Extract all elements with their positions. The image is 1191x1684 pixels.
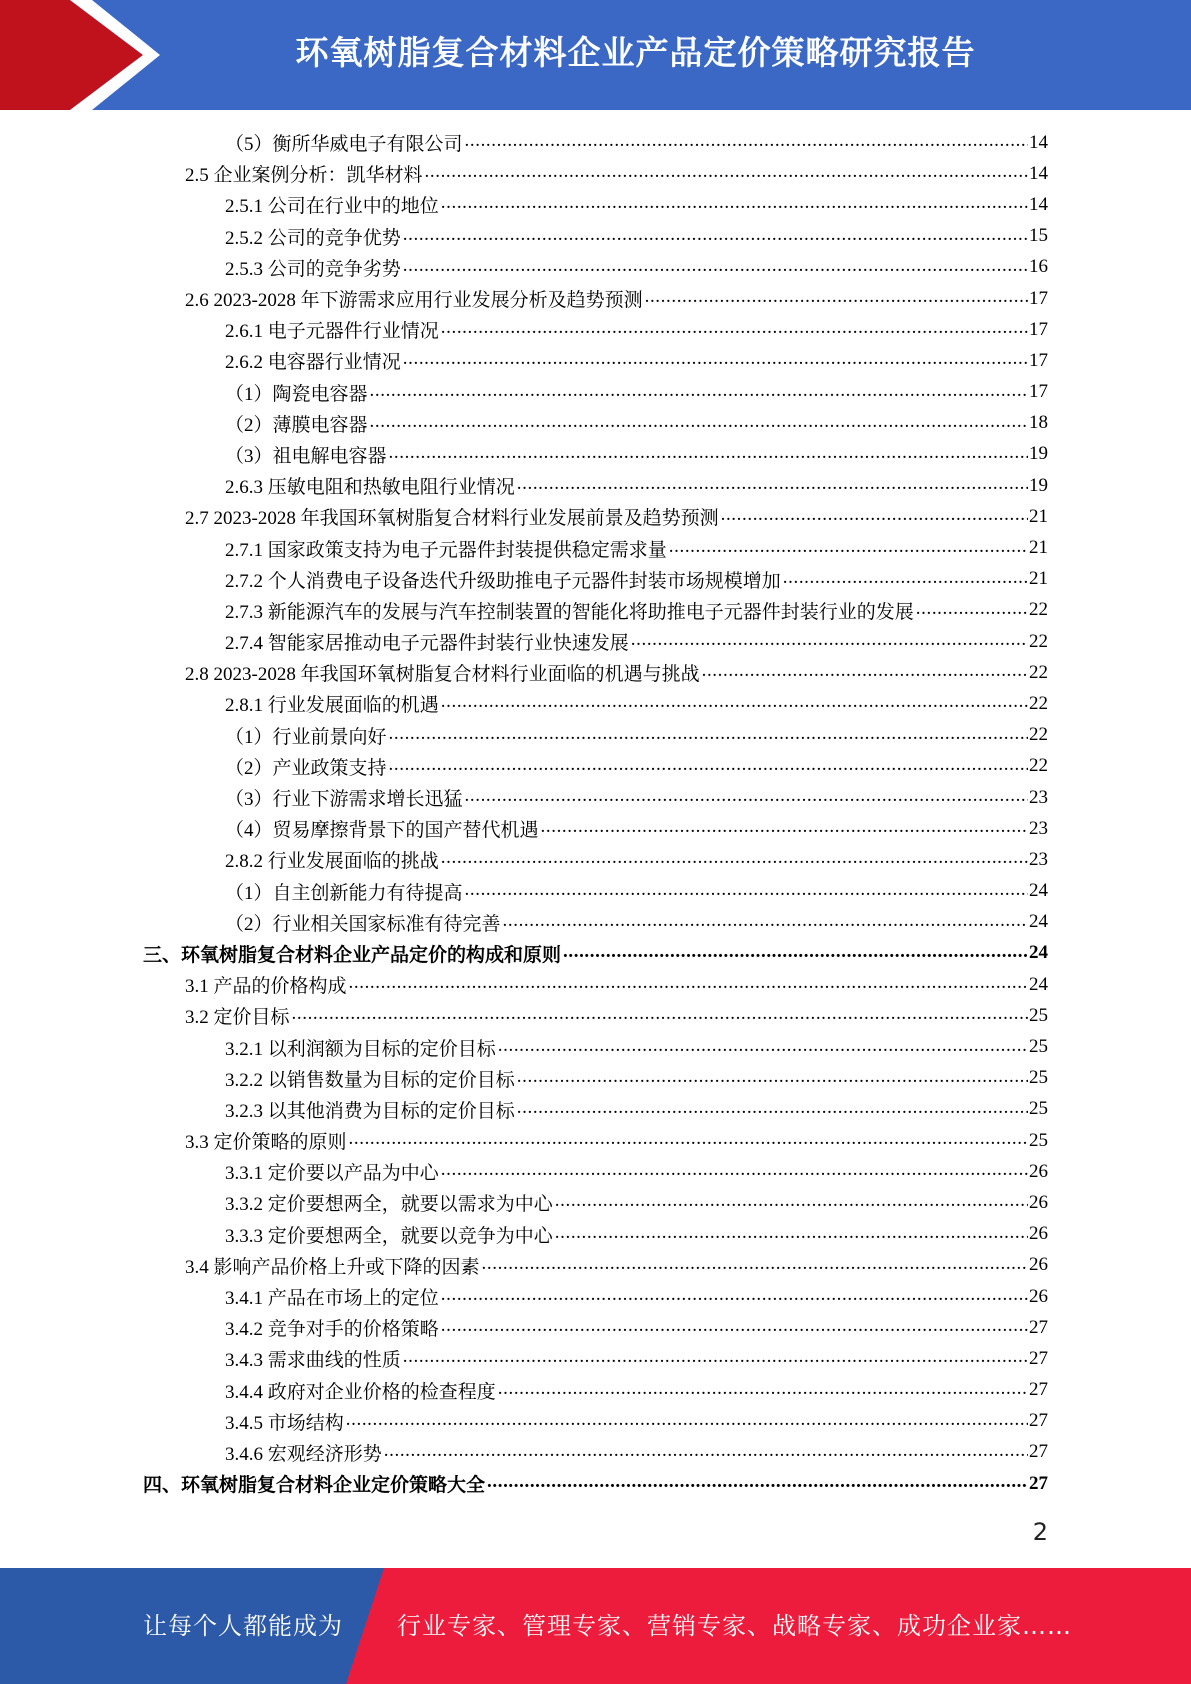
toc-entry[interactable] (0, 564, 1191, 595)
toc-entry[interactable] (0, 314, 1191, 345)
toc-entry[interactable] (0, 470, 1191, 501)
toc-dot-leader (370, 383, 1028, 402)
toc-entry-page: 21 (1029, 568, 1048, 590)
toc-dot-leader (669, 539, 1028, 558)
toc-entry[interactable] (0, 1312, 1191, 1343)
toc-entry-label: 3.3.1 定价要以产品为中心 (225, 1163, 439, 1185)
toc-entry-page: 22 (1029, 755, 1048, 777)
toc-entry[interactable] (0, 158, 1191, 189)
toc-entry-label: 3.4.6 宏观经济形势 (225, 1443, 382, 1465)
toc-entry-label: 2.6.3 压敏电阻和热敏电阻行业情况 (225, 477, 515, 499)
toc-dot-leader (517, 1100, 1028, 1119)
toc-dot-leader (465, 788, 1028, 807)
toc-dot-leader (349, 975, 1028, 994)
toc-entry[interactable] (0, 595, 1191, 626)
toc-entry[interactable] (0, 1468, 1191, 1499)
toc-entry-page: 14 (1029, 193, 1048, 215)
toc-entry-label: 3.4 影响产品价格上升或下降的因素 (185, 1256, 480, 1278)
toc-entry-page: 25 (1029, 1067, 1048, 1089)
toc-entry[interactable] (0, 876, 1191, 907)
toc-entry-page: 22 (1029, 724, 1048, 746)
toc-entry[interactable] (0, 938, 1191, 969)
toc-dot-leader (503, 913, 1028, 932)
toc-entry[interactable] (0, 969, 1191, 1000)
toc-entry-label: 2.8.1 行业发展面临的机遇 (225, 695, 439, 717)
toc-entry[interactable] (0, 1063, 1191, 1094)
toc-entry[interactable] (0, 813, 1191, 844)
toc-entry-label: 2.8 2023-2028 年我国环氧树脂复合材料行业面临的机遇与挑战 (185, 664, 700, 686)
toc-entry[interactable] (0, 1031, 1191, 1062)
toc-entry-page: 22 (1029, 661, 1048, 683)
toc-entry-label: （3）祖电解电容器 (225, 445, 387, 467)
toc-entry[interactable] (0, 377, 1191, 408)
toc-entry-page: 18 (1029, 412, 1048, 434)
toc-dot-leader (541, 819, 1028, 838)
toc-entry-label: 2.7.2 个人消费电子设备迭代升级助推电子元器件封装市场规模增加 (225, 570, 781, 592)
toc-entry-page: 21 (1029, 505, 1048, 527)
toc-dot-leader (389, 757, 1028, 776)
toc-dot-leader (465, 882, 1028, 901)
toc-entry-page: 26 (1029, 1160, 1048, 1182)
toc-dot-leader (389, 726, 1028, 745)
toc-dot-leader (441, 1287, 1028, 1306)
toc-entry-page: 26 (1029, 1223, 1048, 1245)
toc-entry[interactable] (0, 720, 1191, 751)
toc-entry-label: 2.7.1 国家政策支持为电子元器件封装提供稳定需求量 (225, 539, 667, 561)
toc-entry-label: 3.1 产品的价格构成 (185, 976, 347, 998)
document-title: 环氧树脂复合材料企业产品定价策略研究报告 (295, 33, 976, 72)
toc-dot-leader (292, 1006, 1028, 1025)
toc-entry-label: 2.6 2023-2028 年下游需求应用行业发展分析及趋势预测 (185, 290, 643, 312)
page-number: 2 (1032, 1518, 1048, 1546)
page-footer (0, 1568, 1191, 1684)
toc-entry[interactable] (0, 127, 1191, 158)
page-header (0, 0, 1191, 110)
toc-entry[interactable] (0, 782, 1191, 813)
toc-dot-leader (349, 1131, 1028, 1150)
toc-entry[interactable] (0, 1406, 1191, 1437)
toc-entry-label: （2）薄膜电容器 (225, 414, 368, 436)
toc-entry-label: 3.4.3 需求曲线的性质 (225, 1350, 401, 1372)
toc-entry-label: 3.3.3 定价要想两全，就要以竞争为中心 (225, 1225, 553, 1247)
toc-entry[interactable] (0, 751, 1191, 782)
toc-entry-label: 3.2.2 以销售数量为目标的定价目标 (225, 1069, 515, 1091)
toc-entry-page: 21 (1029, 537, 1048, 559)
toc-entry[interactable] (0, 345, 1191, 376)
toc-entry-label: （3）行业下游需求增长迅猛 (225, 789, 463, 811)
toc-entry-page: 16 (1029, 256, 1048, 278)
toc-entry-page: 25 (1029, 1129, 1048, 1151)
toc-dot-leader (563, 944, 1028, 963)
toc-entry-page: 27 (1029, 1347, 1048, 1369)
toc-dot-leader (482, 1256, 1028, 1275)
toc-entry-label: 3.2.1 以利润额为目标的定价目标 (225, 1038, 496, 1060)
toc-dot-leader (517, 1069, 1028, 1088)
toc-entry[interactable] (0, 189, 1191, 220)
toc-entry-label: （5）衡所华威电子有限公司 (225, 134, 463, 156)
toc-entry-label: （2）行业相关国家标准有待完善 (225, 913, 501, 935)
toc-entry-label: 2.5 企业案例分析：凯华材料 (185, 165, 423, 187)
toc-entry[interactable] (0, 252, 1191, 283)
toc-entry-page: 25 (1029, 1004, 1048, 1026)
toc-dot-leader (441, 195, 1028, 214)
toc-entry-label: 3.4.4 政府对企业价格的检查程度 (225, 1381, 496, 1403)
toc-entry-page: 27 (1029, 1410, 1048, 1432)
toc-entry-label: 2.8.2 行业发展面临的挑战 (225, 851, 439, 873)
toc-entry-page: 19 (1029, 474, 1048, 496)
toc-entry-label: 2.5.2 公司的竞争优势 (225, 227, 401, 249)
toc-entry[interactable] (0, 907, 1191, 938)
toc-entry-page: 27 (1029, 1441, 1048, 1463)
toc-dot-leader (403, 258, 1028, 277)
toc-entry[interactable] (0, 221, 1191, 252)
toc-dot-leader (346, 1412, 1028, 1431)
toc-entry[interactable] (0, 1437, 1191, 1468)
toc-entry-page: 26 (1029, 1254, 1048, 1276)
toc-entry-page: 19 (1029, 443, 1048, 465)
toc-entry-page: 26 (1029, 1191, 1048, 1213)
toc-dot-leader (389, 445, 1028, 464)
toc-entry[interactable] (0, 408, 1191, 439)
toc-entry-page: 24 (1029, 973, 1048, 995)
toc-entry[interactable] (0, 1187, 1191, 1218)
toc-entry-page: 17 (1029, 287, 1048, 309)
toc-dot-leader (517, 476, 1028, 495)
toc-entry-page: 17 (1029, 381, 1048, 403)
toc-entry[interactable] (0, 1125, 1191, 1156)
toc-dot-leader (783, 570, 1028, 589)
toc-entry-label: 2.6.1 电子元器件行业情况 (225, 321, 439, 343)
toc-entry-page: 25 (1029, 1098, 1048, 1120)
footer-slogan-right: 行业专家、管理专家、营销专家、战略专家、成功企业家…… (397, 1612, 1072, 1640)
toc-dot-leader (555, 1225, 1028, 1244)
toc-entry[interactable] (0, 1156, 1191, 1187)
toc-entry-label: 2.5.1 公司在行业中的地位 (225, 196, 439, 218)
toc-dot-leader (403, 227, 1028, 246)
toc-entry-label: （2）产业政策支持 (225, 757, 387, 779)
table-of-contents (0, 127, 1191, 1499)
footer-slogan-left: 让每个人都能成为 (143, 1612, 343, 1640)
toc-entry-label: （1）行业前景向好 (225, 726, 387, 748)
toc-entry-page: 17 (1029, 318, 1048, 340)
toc-entry-page: 22 (1029, 599, 1048, 621)
toc-entry[interactable] (0, 1250, 1191, 1281)
toc-dot-leader (441, 694, 1028, 713)
toc-dot-leader (916, 601, 1028, 620)
toc-entry-page: 24 (1029, 942, 1048, 964)
toc-entry[interactable] (0, 1219, 1191, 1250)
toc-entry-page: 25 (1029, 1036, 1048, 1058)
toc-dot-leader (555, 1193, 1028, 1212)
toc-entry-page: 22 (1029, 630, 1048, 652)
toc-entry[interactable] (0, 657, 1191, 688)
toc-dot-leader (645, 289, 1028, 308)
toc-dot-leader (384, 1443, 1028, 1462)
toc-entry[interactable] (0, 1094, 1191, 1125)
toc-dot-leader (702, 663, 1028, 682)
toc-dot-leader (721, 507, 1028, 526)
toc-entry[interactable] (0, 439, 1191, 470)
toc-entry[interactable] (0, 1343, 1191, 1374)
toc-dot-leader (487, 1474, 1028, 1493)
toc-dot-leader (441, 850, 1028, 869)
toc-entry-label: 3.3.2 定价要想两全，就要以需求为中心 (225, 1194, 553, 1216)
toc-entry[interactable] (0, 626, 1191, 657)
toc-entry[interactable] (0, 501, 1191, 532)
toc-entry-page: 15 (1029, 225, 1048, 247)
toc-dot-leader (498, 1038, 1028, 1057)
toc-entry[interactable] (0, 844, 1191, 875)
toc-entry-label: 2.7.3 新能源汽车的发展与汽车控制装置的智能化将助推电子元器件封装行业的发展 (225, 601, 914, 623)
toc-entry-page: 17 (1029, 349, 1048, 371)
toc-entry[interactable] (0, 688, 1191, 719)
toc-dot-leader (441, 1318, 1028, 1337)
toc-entry-page: 23 (1029, 817, 1048, 839)
toc-entry-page: 23 (1029, 848, 1048, 870)
toc-entry-label: 三、环氧树脂复合材料企业产品定价的构成和原则 (143, 944, 562, 966)
toc-entry[interactable] (0, 1375, 1191, 1406)
toc-entry-label: 3.2 定价目标 (185, 1007, 290, 1029)
toc-entry-page: 14 (1029, 131, 1048, 153)
toc-entry-label: 2.7.4 智能家居推动电子元器件封装行业快速发展 (225, 633, 629, 655)
toc-entry-page: 22 (1029, 692, 1048, 714)
toc-entry-page: 27 (1029, 1472, 1048, 1494)
toc-entry-label: （1）自主创新能力有待提高 (225, 882, 463, 904)
toc-entry-page: 24 (1029, 880, 1048, 902)
toc-entry-label: 3.4.1 产品在市场上的定位 (225, 1288, 439, 1310)
toc-entry-label: 四、环氧树脂复合材料企业定价策略大全 (143, 1475, 486, 1497)
toc-dot-leader (441, 1162, 1028, 1181)
toc-entry[interactable] (0, 1281, 1191, 1312)
toc-entry-label: 3.3 定价策略的原则 (185, 1132, 347, 1154)
toc-entry-label: 3.2.3 以其他消费为目标的定价目标 (225, 1100, 515, 1122)
toc-entry-label: 3.4.2 竞争对手的价格策略 (225, 1319, 439, 1341)
toc-entry-page: 26 (1029, 1285, 1048, 1307)
toc-entry-label: （4）贸易摩擦背景下的国产替代机遇 (225, 820, 539, 842)
toc-entry-page: 14 (1029, 162, 1048, 184)
toc-dot-leader (403, 1349, 1028, 1368)
toc-dot-leader (403, 351, 1028, 370)
toc-entry-page: 27 (1029, 1379, 1048, 1401)
toc-dot-leader (441, 320, 1028, 339)
toc-entry-label: 3.4.5 市场结构 (225, 1412, 344, 1434)
toc-entry-page: 23 (1029, 786, 1048, 808)
toc-dot-leader (425, 164, 1028, 183)
toc-entry-page: 27 (1029, 1316, 1048, 1338)
toc-entry-label: 2.7 2023-2028 年我国环氧树脂复合材料行业发展前景及趋势预测 (185, 508, 719, 530)
toc-dot-leader (370, 414, 1028, 433)
toc-entry[interactable] (0, 1000, 1191, 1031)
toc-entry[interactable] (0, 532, 1191, 563)
toc-entry-label: （1）陶瓷电容器 (225, 383, 368, 405)
toc-entry-page: 24 (1029, 911, 1048, 933)
toc-entry[interactable] (0, 283, 1191, 314)
toc-dot-leader (465, 133, 1028, 152)
toc-dot-leader (498, 1381, 1028, 1400)
toc-dot-leader (631, 632, 1028, 651)
toc-entry-label: 2.6.2 电容器行业情况 (225, 352, 401, 374)
toc-entry-label: 2.5.3 公司的竞争劣势 (225, 258, 401, 280)
